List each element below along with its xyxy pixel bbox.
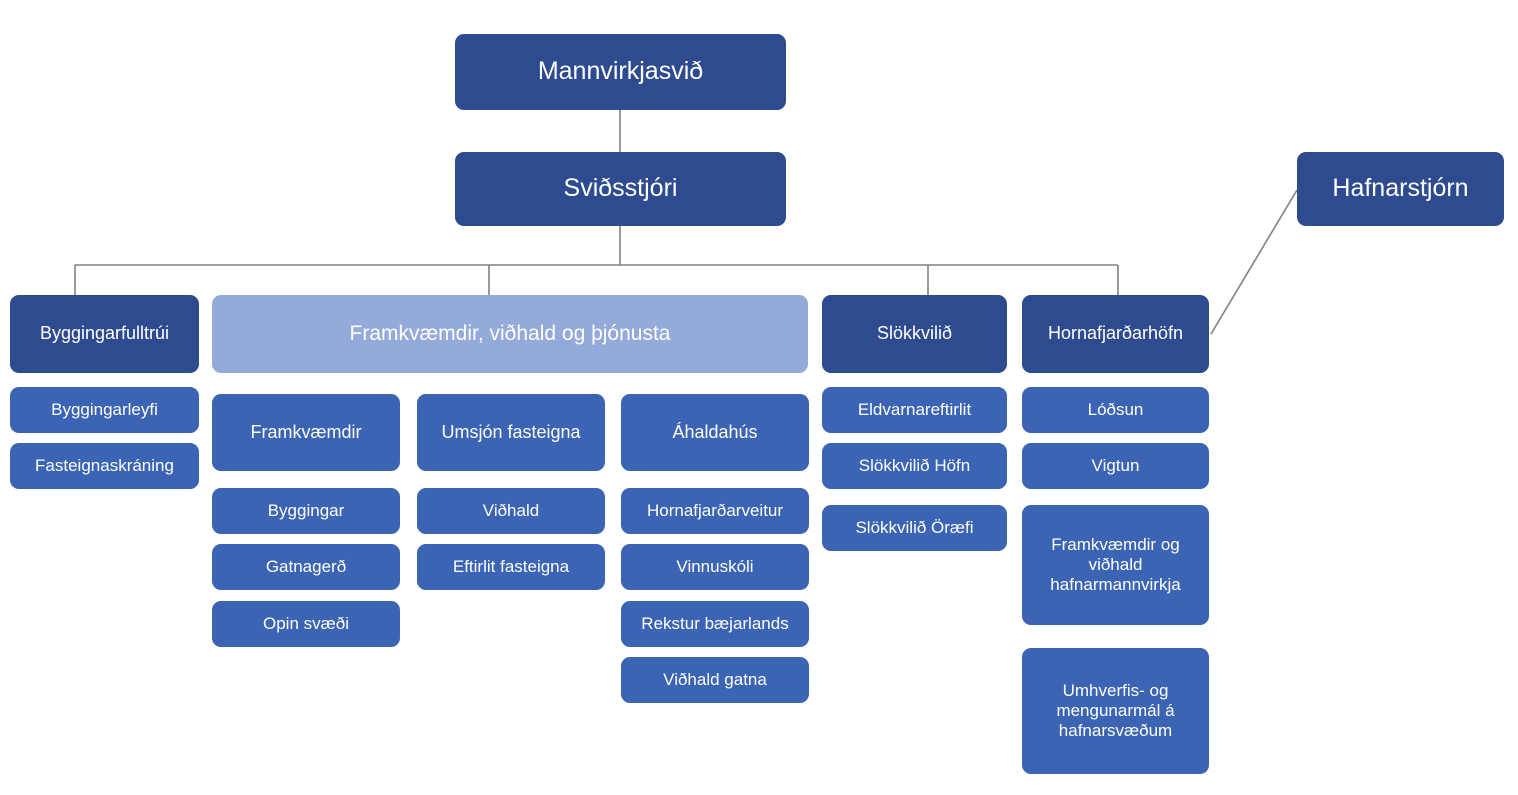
node-hafnarstjorn[interactable] (1297, 152, 1504, 226)
node-vidhald[interactable] (417, 488, 605, 534)
node-hornafjardarveitur[interactable] (621, 488, 809, 534)
node-label: Hornafjarðarhöfn (1047, 323, 1184, 344)
node-label: Vinnuskóli (676, 556, 754, 576)
node-label: Umsjón fasteigna (441, 421, 581, 442)
node-rekstur-baejarlands[interactable] (621, 601, 809, 647)
node-label: Gatnagerð (265, 556, 347, 576)
node-vidhald-gatna[interactable] (621, 657, 809, 703)
node-lodsun[interactable] (1022, 387, 1209, 433)
node-slokkvilid-oraefi[interactable] (822, 505, 1007, 551)
column-header-framkvaemdir-vidhald-thjonusta[interactable] (212, 295, 808, 373)
column-header-hornafjardarhofn[interactable] (1022, 295, 1209, 373)
node-framkvaemdir[interactable] (212, 394, 400, 471)
node-gatnagerd[interactable] (212, 544, 400, 590)
node-label: Slökkvilið (876, 323, 953, 344)
node-eftirlit-fasteigna[interactable] (417, 544, 605, 590)
node-ahaldahus[interactable] (621, 394, 809, 471)
column-header-slokkvilid[interactable] (822, 295, 1007, 373)
node-vinnuskoli[interactable] (621, 544, 809, 590)
node-label: Slökkvilið Öræfi (855, 517, 974, 537)
node-label: Slökkvilið Höfn (858, 455, 971, 475)
node-label: Viðhald gatna (663, 669, 767, 689)
node-label: Rekstur bæjarlands (641, 613, 789, 633)
node-label: Byggingarfulltrúi (39, 323, 170, 344)
node-label: Umhverfis- og mengunarmál á hafnarsvæðum (1056, 680, 1175, 741)
node-label: Byggingarleyfi (51, 399, 158, 419)
node-label: Mannvirkjasvið (537, 57, 704, 86)
node-label: Vigtun (1091, 455, 1140, 475)
node-umsjon-fasteigna[interactable] (417, 394, 605, 471)
node-label: Framkvæmdir og viðhald hafnarmannvirkja (1050, 534, 1181, 595)
node-label: Opin svæði (263, 613, 349, 633)
node-label: Framkvæmdir, viðhald og þjónusta (349, 321, 671, 345)
node-label: Byggingar (267, 500, 345, 520)
node-svidsstjori[interactable] (455, 152, 786, 226)
node-label: Hornafjarðarveitur (646, 500, 784, 520)
node-slokkvilid-hofn[interactable] (822, 443, 1007, 489)
node-eldvarnareftirlit[interactable] (822, 387, 1007, 433)
column-header-byggingarfulltrui[interactable] (10, 295, 199, 373)
node-label: Hafnarstjórn (1332, 174, 1469, 203)
node-opin-svaedi[interactable] (212, 601, 400, 647)
node-label: Eldvarnareftirlit (857, 399, 972, 419)
node-label: Áhaldahús (672, 421, 758, 442)
node-vigtun[interactable] (1022, 443, 1209, 489)
node-fasteignaskraning[interactable] (10, 443, 199, 489)
node-umhverfis-mengunarmal-hafnarsvaedum[interactable] (1022, 648, 1209, 774)
node-label: Lóðsun (1087, 399, 1144, 419)
node-byggingarleyfi[interactable] (10, 387, 199, 433)
node-label: Fasteignaskráning (35, 455, 174, 475)
node-framkvaemdir-vidhald-hafnarmannvirkja[interactable] (1022, 505, 1209, 625)
node-label: Framkvæmdir (250, 421, 362, 442)
node-label: Viðhald (482, 500, 540, 520)
node-label: Eftirlit fasteigna (452, 556, 570, 576)
node-byggingar[interactable] (212, 488, 400, 534)
node-label: Sviðsstjóri (563, 174, 678, 203)
node-mannvirkjasvid[interactable] (455, 34, 786, 110)
